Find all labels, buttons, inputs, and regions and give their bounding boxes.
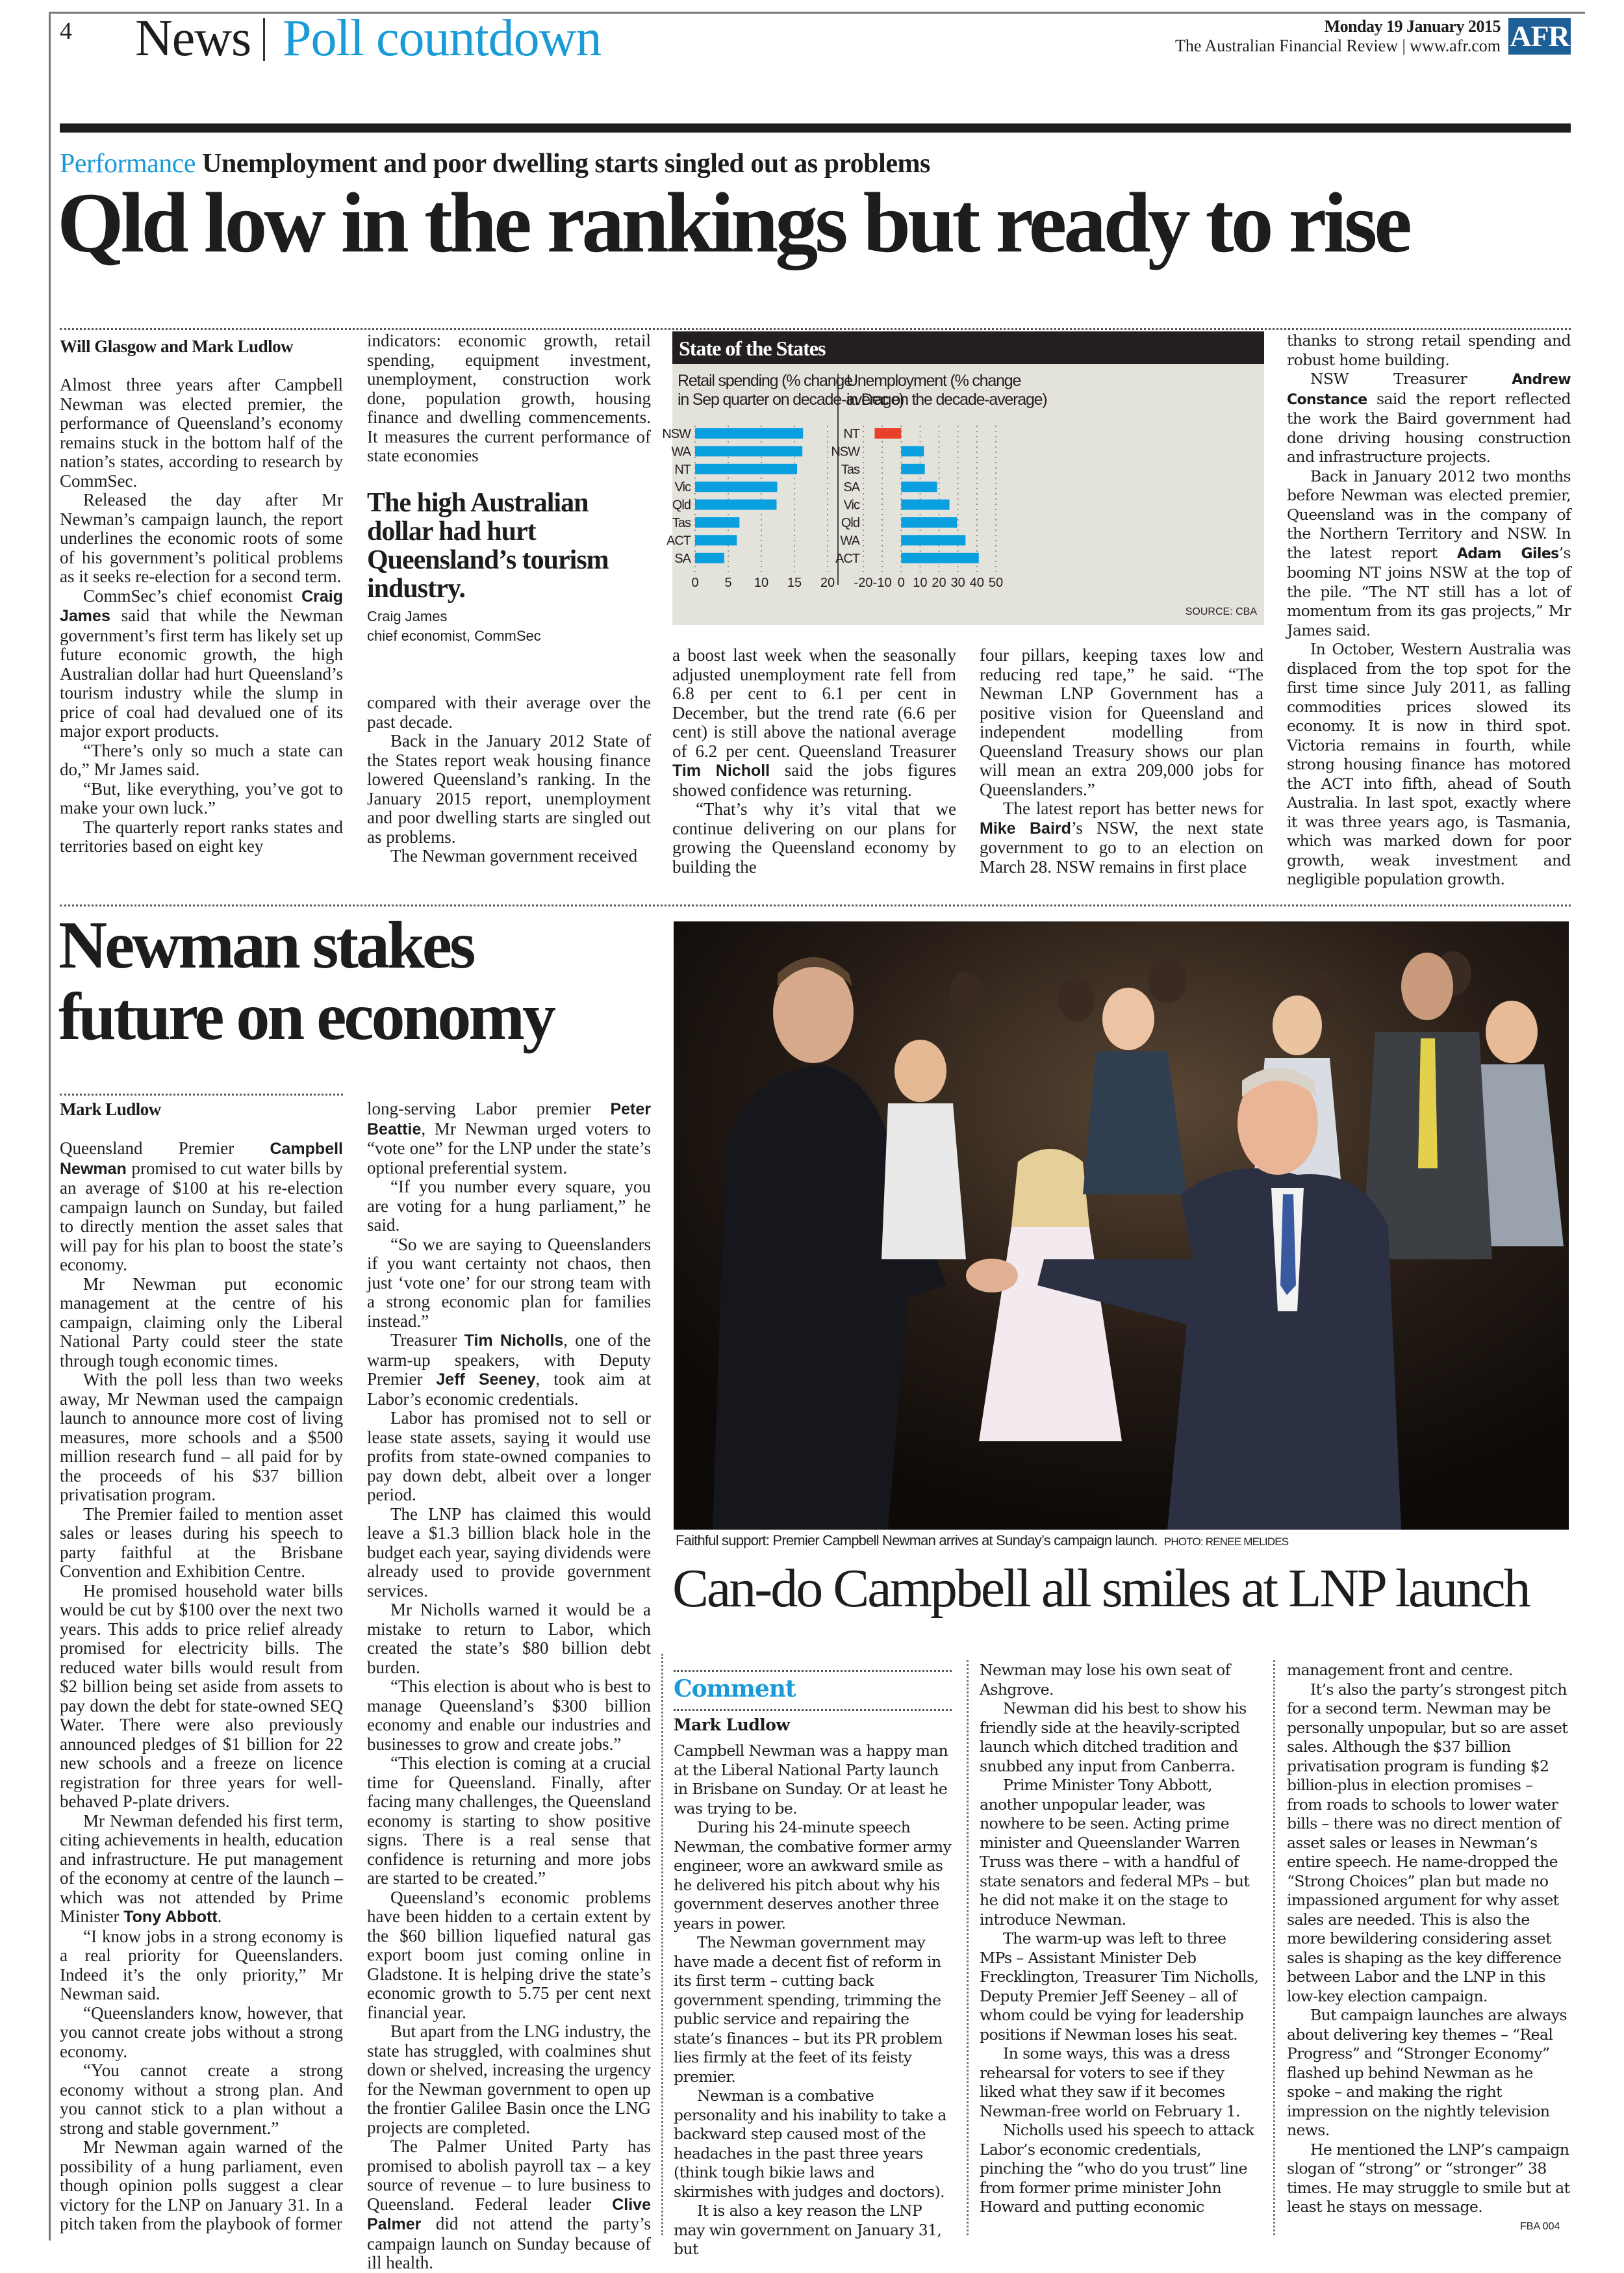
text-run: With the poll less than two weeks away, Mr Newman used the campaign launch to announce more cost of living measures, more schools and a $500 million research fund – all paid for by the proceeds of his $37 billion privatisation program. xyxy=(60,1370,343,1504)
text-run: NSW Treasurer xyxy=(1310,370,1512,388)
text-run: Almost three years after Campbell Newman was elected premier, the performance of Queensland’s economy remains stuck in the bottom half of the nation’s states, according to research by CommSec. xyxy=(60,375,343,491)
text-run: Prime Minister Tony Abbott, another unpopular leader, was nowhere to be seen. Acting prime minister and Queenslander Warren Truss was there – with a handful of state senators and federal MPs – but he did not make it on the stage to introduce Newman. xyxy=(980,1776,1250,1929)
paragraph xyxy=(980,799,1263,877)
paragraph xyxy=(367,1177,651,1235)
text-run: “I know jobs in a strong economy is a real priority for Queenslanders. Indeed it’s the only priority,” Mr Newman said. xyxy=(60,1926,343,2003)
divider xyxy=(674,1670,952,1672)
pull-quote xyxy=(367,489,651,646)
text-run: Newman may lose his own seat of Ashgrove. xyxy=(980,1661,1230,1699)
paragraph xyxy=(980,1699,1259,1776)
column-rule xyxy=(661,1654,663,2235)
paragraph xyxy=(60,2004,343,2062)
text-run: said the jobs figures showed confidence was returning. xyxy=(672,760,957,800)
text-run: “But, like everything, you’ve got to make your own luck.” xyxy=(60,778,343,817)
paragraph xyxy=(367,1600,651,1677)
bar-nt xyxy=(874,428,901,439)
text-run: “This election is about who is best to manage Queensland’s $300 billion economy and enable our industries and businesses to grow and create jobs.” xyxy=(367,1676,651,1754)
text-run: The Premier failed to mention asset sales or leases during his speech to party faithful at the Brisbane Convention and Exhibition Centre. xyxy=(60,1504,343,1581)
paragraph xyxy=(367,1331,651,1409)
category-label: NT xyxy=(674,462,691,477)
paragraph xyxy=(674,1933,953,2087)
paragraph xyxy=(1287,640,1571,890)
byline: Mark Ludlow xyxy=(60,1099,161,1119)
top-rule xyxy=(60,123,1571,133)
second-headline xyxy=(58,910,553,1053)
paragraph xyxy=(367,1888,651,2023)
tick-label: 50 xyxy=(988,576,1004,590)
bold-name: Campbell Newman xyxy=(60,1140,343,1178)
paragraph xyxy=(367,2022,651,2137)
section-title: News xyxy=(135,10,251,67)
tick-label: 15 xyxy=(787,576,802,590)
bold-name: Mike Baird xyxy=(980,819,1071,838)
divider xyxy=(60,1094,343,1096)
pull-quote-title: chief economist, CommSec xyxy=(367,628,541,644)
bar-sa xyxy=(695,553,724,563)
paragraph xyxy=(367,2137,651,2273)
tick-label: 0 xyxy=(897,576,905,590)
text-run: Queensland Premier xyxy=(60,1138,270,1158)
bar-qld xyxy=(901,517,957,528)
divider xyxy=(60,328,1571,330)
paragraph xyxy=(60,1505,343,1582)
tick-label: 20 xyxy=(820,576,835,590)
text-run: said that while the Newman government’s first term has likely set up future economic growth, the high Australian dollar had hurt Queensland’s tourism industry while the slump in price of coal had devalued one of its major export products. xyxy=(60,606,343,741)
text-run: ’s NSW, the next state government to go to an election on March 28. NSW remains in first place xyxy=(980,817,1263,877)
text-run: The LNP has claimed this would leave a $1.3 billion black hole in the budget each year, saying dividends were already used to provide government services. xyxy=(367,1504,651,1600)
text-run: The Newman government received xyxy=(390,846,638,866)
text-run: CommSec’s chief economist xyxy=(83,585,302,606)
paragraph xyxy=(980,2121,1259,2217)
text-run: indicators: economic growth, retail spending, equipment investment, unemployment, construction work done, population growth, housing finance and dwelling commencements. It measures the current performance of state economies xyxy=(367,331,651,465)
category-label: NT xyxy=(843,427,859,441)
paragraph xyxy=(367,1099,651,1177)
bar-wa xyxy=(695,446,802,456)
lead-column-3 xyxy=(672,645,957,877)
text-run: , took aim at Labor’s economic credentials. xyxy=(367,1369,651,1409)
text-run: , Mr Newman urged voters to “vote one” for the LNP under the state’s optional preferential system. xyxy=(367,1118,651,1177)
paragraph xyxy=(60,587,343,741)
paragraph xyxy=(1287,467,1571,641)
text-run: Newman is a combative personality and his inability to take a backward step caused most of the headaches in the past three years (think tough bikie laws and skirmishes with judges and doctors). xyxy=(674,2087,946,2201)
paragraph xyxy=(1287,1680,1571,2007)
pull-quote-text: The high Australian dollar had hurt Queensland’s tourism industry. xyxy=(367,488,609,604)
text-run: Mr Nicholls warned it would be a mistake to return to Labor, which created the state’s $80 billion debt burden. xyxy=(367,1600,651,1677)
paragraph xyxy=(60,376,343,491)
text-run: Mr Newman again warned of the possibility of a hung parliament, even though opinion polls suggest a clear victory for the LNP on January 31. In a pitch taken from the playbook of former xyxy=(60,2137,343,2233)
category-label: Qld xyxy=(672,498,691,513)
text-run: “That’s why it’s vital that we continue delivering on our plans for growing the Queensland economy by building the xyxy=(672,799,956,877)
column-rule xyxy=(967,1660,969,2235)
category-label: Qld xyxy=(841,516,859,530)
lead-headline: Qld low in the rankings but ready to rise xyxy=(57,175,1409,270)
paragraph xyxy=(367,732,651,847)
paragraph xyxy=(674,1741,953,1818)
comment-column-1 xyxy=(674,1741,953,2258)
caption-text: Faithful support: Premier Campbell Newman arrives at Sunday’s campaign launch. xyxy=(676,1532,1158,1548)
comment-column-3 xyxy=(1287,1661,1571,2237)
paragraph xyxy=(367,693,651,732)
issue-date: Monday 19 January 2015 xyxy=(1324,17,1501,36)
text-run: “You cannot create a strong economy without a strong plan. And you cannot stick to a plan without a strong and stable government.” xyxy=(60,2061,343,2138)
text-run: “There’s only so much a state can do,” Mr James said. xyxy=(60,740,343,779)
chart-subtitle: in Sep quarter on decade-average) xyxy=(678,391,904,409)
second-column-2 xyxy=(367,1099,651,2272)
text-run: a boost last week when the seasonally adjusted unemployment rate fell from 6.8 per cent to 6.1 per cent in December, but the trend rate (6.6 per cent) is still above the national average of 6.2 per cent. Queensland Treasurer xyxy=(672,645,956,761)
paragraph xyxy=(367,1677,651,1754)
bar-vic xyxy=(695,482,777,492)
text-run: , one of the warm-up speakers, with Deputy Premier xyxy=(367,1330,651,1389)
paragraph xyxy=(60,741,343,780)
chart-subtitle: Unemployment (% change xyxy=(846,372,1021,390)
paragraph xyxy=(1287,1661,1571,1680)
headline-line: Newman stakes xyxy=(58,908,474,982)
bold-name: Adam Giles xyxy=(1456,545,1559,562)
text-run: Mr Newman defended his first term, citing achievements in health, education and infrastructure. He put management of the economy at centre of the launch – which was not attended by Prime Minister xyxy=(60,1810,343,1926)
divider xyxy=(60,905,1571,906)
text-run: said the report reflected the work the Baird government had done driving housing construction and infrastructure projects. xyxy=(1287,389,1571,466)
photo-caption xyxy=(676,1532,1288,1549)
text-run: “So we are saying to Queenslanders if you want certainty not chaos, then just ‘vote one’ for our strong team with a strong economic plan for families instead.” xyxy=(367,1234,651,1331)
campaign-launch-photo xyxy=(674,921,1569,1530)
category-label: NSW xyxy=(831,444,859,459)
category-label: Tas xyxy=(841,462,859,477)
page-number: 4 xyxy=(60,18,72,45)
paragraph xyxy=(674,2087,953,2202)
lead-column-4 xyxy=(980,645,1263,877)
chart-subtitle: Retail spending (% change xyxy=(678,372,852,390)
state-of-the-states-chart xyxy=(662,331,1264,625)
paragraph xyxy=(1287,370,1571,467)
paragraph xyxy=(367,1505,651,1601)
comment-column-2 xyxy=(980,1661,1259,2237)
paragraph xyxy=(367,1235,651,1331)
bar-nsw xyxy=(695,428,803,439)
dateline xyxy=(1175,17,1501,56)
paragraph xyxy=(60,818,343,856)
tick-label: 10 xyxy=(754,576,769,590)
bar-tas xyxy=(695,517,739,528)
text-run: “This election is coming at a crucial time for Queensland. Finally, after facing many challenges, the Queensland economy is starting to show positive signs. There is a real sense that confidence is returning and more jobs are started to be created.” xyxy=(367,1753,651,1888)
afr-logo: AFR xyxy=(1508,18,1571,55)
text-run: Treasurer xyxy=(390,1330,464,1350)
paragraph xyxy=(60,491,343,587)
text-run: Queensland’s economic problems have been hidden to a certain extent by the $60 billion liquefied natural gas export boom just coming online in Gladstone. It is helping drive the state’s economic growth to 5.75 per cent next financial year. xyxy=(367,1887,651,2022)
text-run: Back in January 2012 two months before Newman was elected premier, Queensland was in the company of the Northern Territory and NSW. In the latest report xyxy=(1287,467,1571,562)
bold-name: Craig James xyxy=(60,587,343,625)
paragraph xyxy=(60,1139,343,1275)
tick-label: 0 xyxy=(691,576,699,590)
section-divider xyxy=(263,18,265,61)
paragraph xyxy=(980,2044,1259,2121)
text-run: He mentioned the LNP’s campaign slogan of “strong” or “stronger” 38 times. He may struggle to smile but at least he stays on message. xyxy=(1287,2140,1570,2216)
bar-act xyxy=(695,535,737,545)
text-run: . xyxy=(217,1907,222,1926)
bar-wa xyxy=(901,535,965,545)
text-run: Newman did his best to show his friendly side at the heavily-scripted launch which ditched tradition and snubbed any input from Canberra. xyxy=(980,1699,1247,1775)
text-run: Mr Newman put economic management at the centre of his campaign, claiming only the Liberal National Party could steer the state through tough economic times. xyxy=(60,1274,343,1370)
kicker-text: Unemployment and poor dwelling starts singled out as problems xyxy=(202,149,930,179)
text-run: The Newman government may have made a decent fist of reform in its first term – cutting back government spending, trimming the public service and repairing the state’s finances – but its PR problem lies firmly at the feet of its feisty premier. xyxy=(674,1933,943,2086)
photo-image xyxy=(674,921,1569,1530)
text-run: It is also a key reason the LNP may win government on January 31, but xyxy=(674,2202,942,2258)
divider xyxy=(674,1709,952,1711)
text-run: four pillars, keeping taxes low and reducing red tape,” he said. “The Newman LNP Government has a positive vision for Queensland and independent modelling from Queensland Treasury shows our plan will mean an extra 209,000 jobs for Queenslanders.” xyxy=(980,645,1263,799)
chart-title: State of the States xyxy=(679,337,826,360)
text-run: But apart from the LNG industry, the state has struggled, with coalmines shut down or shelved, increasing the urgency for the Newman government to open up the frontier Galilee Basin once the LNG projects are completed. xyxy=(367,2022,651,2137)
bold-name: Andrew Constance xyxy=(1287,372,1571,408)
text-run: The warm-up was left to three MPs – Assistant Minister Deb Frecklington, Treasurer Tim Nicholls, Deputy Premier Jeff Seeney – all of whom could be vying for leadership positions if Newman loses his seat. xyxy=(980,1929,1259,2044)
bold-name: Tim Nicholls xyxy=(464,1331,564,1350)
category-label: NSW xyxy=(662,427,691,441)
category-label: Vic xyxy=(843,498,859,513)
page-frame-left xyxy=(49,12,51,2241)
kicker-label: Performance xyxy=(60,149,196,179)
tick-label: 20 xyxy=(932,576,946,590)
text-run: Labor has promised not to sell or lease state assets, saying it would use profits from state-owned companies to pay down debt, albeit over a longer period. xyxy=(367,1408,651,1504)
bar-nsw xyxy=(901,446,924,456)
column-rule xyxy=(1273,1660,1275,2235)
text-run: During his 24-minute speech Newman, the combative former army engineer, wore an awkward smile as he delivered his pitch about why his government deserves another three years in power. xyxy=(674,1818,952,1933)
publication-name: The Australian Financial Review | www.afr.com xyxy=(1175,36,1501,55)
bar-vic xyxy=(901,500,949,510)
lead-column-2-top xyxy=(367,331,651,468)
text-run: ’s booming NT joins NSW at the top of the pile. “The NT still has a lot of momentum from its gas projects,” Mr James said. xyxy=(1287,543,1571,639)
text-run: The latest report has better news for xyxy=(1003,799,1263,818)
bold-name: Clive Palmer xyxy=(367,2195,651,2233)
byline: Will Glasgow and Mark Ludlow xyxy=(60,337,294,356)
byline: Mark Ludlow xyxy=(674,1715,790,1734)
text-run: Released the day after Mr Newman’s campaign launch, the report underlines the economic roots of some of his government’s political problems as it seeks re-election for a second term. xyxy=(60,490,343,586)
category-label: Tas xyxy=(672,516,691,530)
paragraph xyxy=(60,1927,343,2004)
category-label: ACT xyxy=(666,533,691,548)
photo-credit: PHOTO: RENEE MELIDES xyxy=(1163,1535,1289,1548)
bar-tas xyxy=(901,464,924,474)
chart-source: SOURCE: CBA xyxy=(1185,606,1257,617)
lead-column-1 xyxy=(60,376,343,869)
text-run: “If you number every square, you are voting for a hung parliament,” he said. xyxy=(367,1177,651,1235)
chart-subtitle: in Dec on the decade-average) xyxy=(846,391,1047,409)
text-run: did not attend the party’s campaign launch on Sunday because of ill health. xyxy=(367,2214,651,2272)
text-run: The quarterly report ranks states and territories based on eight key xyxy=(60,817,343,856)
second-column-1 xyxy=(60,1139,343,2237)
bold-name: Peter Beattie xyxy=(367,1100,651,1138)
comment-headline: Can-do Campbell all smiles at LNP launch xyxy=(672,1558,1529,1619)
paragraph xyxy=(60,1582,343,1812)
paragraph xyxy=(672,800,956,877)
paragraph xyxy=(60,1812,343,1927)
bold-name: Tim Nicholl xyxy=(672,762,770,780)
text-run: It’s also the party’s strongest pitch for a second term. Newman may be personally unpopular, but so are asset sales. Although the $37 billion privatisation program is funding $2 billion-plus in election promises – from roads to schools to lower water bills – there was no direct mention of asset sales or leases in Newman’s entire speech. He name-dropped the “Strong Choices” plan but made no impassioned argument for why asset sales are needed. This is also the more bewildering considering asset sales is shaping as the key difference between Labor and the LNP in this low-key election campaign. xyxy=(1287,1680,1568,2005)
bar-qld xyxy=(695,500,776,510)
bold-name: Tony Abbott xyxy=(123,1908,218,1926)
text-run: He promised household water bills would be cut by $100 over the next two years. This adds to price relief already promised for electricity bills. The reduced water bills would result from $2 billion being set aside from assets to pay down the debt for state-owned SEQ Water. There were also previously announced pledges of $1 billion for 22 new schools and a freeze on licence registration for three years for well-behaved P-plate drivers. xyxy=(60,1580,343,1811)
tick-label: -20 xyxy=(854,576,873,590)
text-run: thanks to strong retail spending and robust home building. xyxy=(1287,331,1571,369)
page-frame-top xyxy=(49,12,1585,14)
paragraph xyxy=(674,2202,953,2259)
paragraph xyxy=(60,780,343,818)
text-run: In October, Western Australia was displaced from the top spot for the first time since July 2011, as falling commodities prices slowed its economy. It is now in third spot. Victoria remains in fourth, while strong housing finance has motored the ACT into fifth, ahead of South Australia. In last spot, exactly where it was three years ago, is Tasmania, which was marked down for poor growth, weak investment and negligible population growth. xyxy=(1287,640,1571,888)
paragraph xyxy=(60,2061,343,2138)
text-run: Back in the January 2012 State of the States report weak housing finance lowered Queensland’s ranking. In the January 2015 report, unemployment and poor dwelling starts are singled out as problems. xyxy=(367,731,651,847)
text-run: long-serving Labor premier xyxy=(367,1099,611,1118)
paragraph xyxy=(674,1818,953,1933)
bar-sa xyxy=(901,482,937,492)
paragraph xyxy=(1287,331,1571,370)
text-run: But campaign launches are always about delivering key themes – “Real Progress” and “Stronger Economy” flashed up behind Newman as he spoke – and making the right impression on the nightly television news. xyxy=(1287,2006,1567,2139)
paragraph xyxy=(1287,2140,1571,2217)
category-label: WA xyxy=(671,444,691,459)
comment-label: Comment xyxy=(674,1675,796,1702)
category-label: SA xyxy=(843,480,859,495)
page-code: FBA 004 xyxy=(1520,2221,1560,2232)
text-run: promised to cut water bills by an average of $100 at his re-election campaign launch on Sunday, but failed to directly mention the asset sales that will pay for his plan to boost the state’s economy. xyxy=(60,1158,343,1274)
paragraph xyxy=(1287,2006,1571,2140)
pull-quote-name: Craig James xyxy=(367,608,448,624)
text-run: In some ways, this was a dress rehearsal for voters to see if they liked what they saw if it becomes Newman-free world on February 1. xyxy=(980,2044,1241,2120)
lead-column-5 xyxy=(1287,331,1571,888)
tick-label: 30 xyxy=(950,576,965,590)
paragraph xyxy=(980,1776,1259,1929)
paragraph xyxy=(367,1754,651,1888)
paragraph xyxy=(60,2138,343,2234)
paragraph xyxy=(60,1370,343,1505)
headline-line: future on economy xyxy=(58,979,554,1054)
text-run: “Queenslanders know, however, that you cannot create jobs without a strong economy. xyxy=(60,2003,343,2061)
subsection-title: Poll countdown xyxy=(283,10,602,67)
text-run: compared with their average over the past decade. xyxy=(367,693,651,732)
category-label: WA xyxy=(840,533,859,548)
bar-nt xyxy=(695,464,797,474)
tick-label: 40 xyxy=(969,576,984,590)
lead-column-2-bottom xyxy=(367,693,651,872)
category-label: SA xyxy=(674,551,691,566)
tick-label: 5 xyxy=(724,576,732,590)
bar-act xyxy=(901,553,978,563)
bold-name: Jeff Seeney xyxy=(436,1370,536,1389)
tick-label: 10 xyxy=(913,576,928,590)
tick-label: -10 xyxy=(872,576,892,590)
paragraph xyxy=(980,646,1263,799)
text-run: Campbell Newman was a happy man at the Liberal National Party launch in Brisbane on Sunday. Or at least he was trying to be. xyxy=(674,1741,948,1817)
paragraph xyxy=(367,1409,651,1505)
text-run: The Palmer United Party has promised to abolish payroll tax – a key source of revenue – to lure business to Queensland. Federal leader xyxy=(367,2137,651,2214)
category-label: Vic xyxy=(674,480,691,495)
paragraph xyxy=(980,1929,1259,2044)
paragraph xyxy=(367,331,651,466)
category-label: ACT xyxy=(835,551,859,566)
paragraph xyxy=(672,646,956,800)
text-run: Nicholls used his speech to attack Labor’s economic credentials, pinching the “who do you trust” line from former prime minister John Howard and putting economic xyxy=(980,2121,1254,2216)
paragraph xyxy=(980,1661,1259,1699)
text-run: management front and centre. xyxy=(1287,1661,1513,1679)
paragraph xyxy=(367,847,651,866)
paragraph xyxy=(60,1275,343,1371)
